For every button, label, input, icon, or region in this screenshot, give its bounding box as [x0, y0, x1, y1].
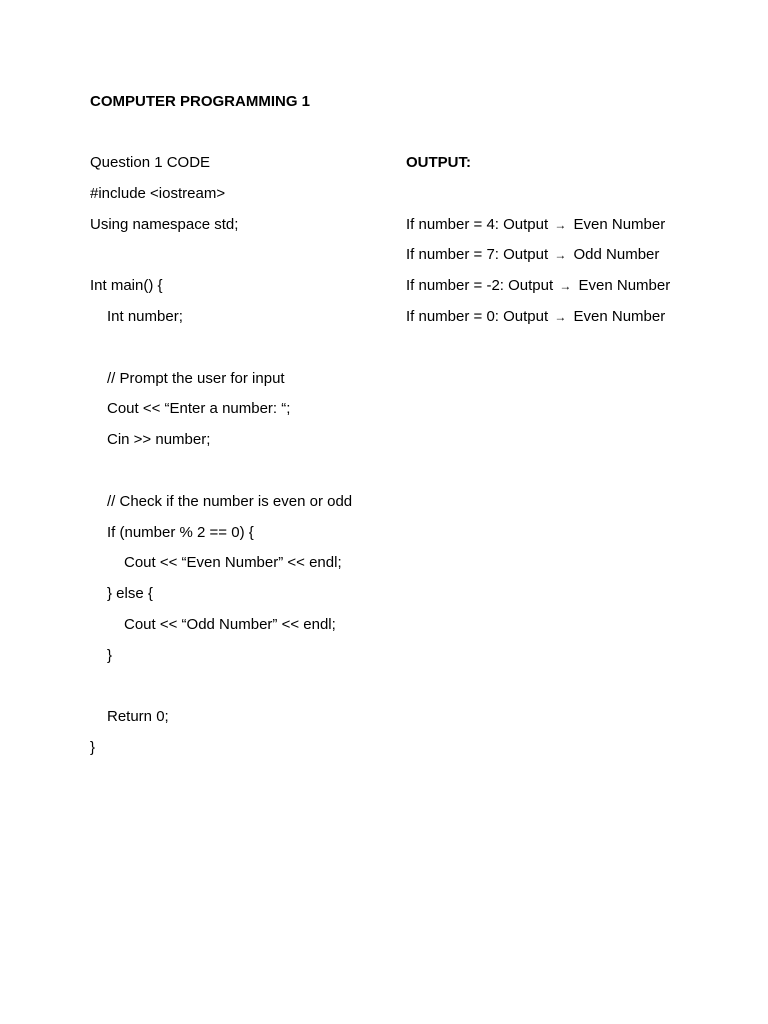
output-condition: If number = 7: Output	[406, 246, 549, 264]
output-line	[406, 307, 746, 338]
output-result: Even Number	[573, 307, 666, 325]
code-line: }	[90, 739, 96, 757]
output-condition: If number = 0: Output	[406, 307, 549, 325]
right-arrow-icon: →	[559, 279, 572, 294]
output-result: Even Number	[578, 277, 671, 295]
code-comment: // Check if the number is even or odd	[107, 492, 353, 510]
code-line: Cout << “Odd Number” << endl;	[124, 615, 336, 633]
code-line: Int main() {	[90, 277, 163, 295]
output-line	[406, 245, 746, 276]
code-line-blank	[90, 461, 390, 492]
code-heading: Question 1 CODE	[90, 154, 211, 171]
code-line-blank	[90, 338, 390, 369]
code-line: Cin >> number;	[107, 431, 211, 449]
code-section	[90, 153, 390, 769]
output-line	[406, 215, 746, 246]
code-line-blank	[90, 245, 390, 276]
code-line: Using namespace std;	[90, 215, 239, 233]
code-comment: // Prompt the user for input	[107, 369, 285, 387]
right-arrow-icon: →	[554, 217, 567, 232]
code-line: Return 0;	[107, 708, 169, 726]
code-line: Cout << “Enter a number: “;	[107, 400, 291, 418]
output-result: Even Number	[573, 215, 666, 233]
code-line: } else {	[107, 585, 153, 603]
right-arrow-icon: →	[554, 248, 567, 263]
output-condition: If number = 4: Output	[406, 215, 549, 233]
output-line	[406, 276, 746, 307]
code-line: Cout << “Even Number” << endl;	[124, 554, 342, 572]
code-line: }	[107, 646, 113, 664]
output-heading: OUTPUT:	[406, 154, 471, 171]
output-condition: If number = -2: Output	[406, 277, 554, 295]
code-line-blank	[90, 677, 390, 708]
code-line: #include <iostream>	[90, 184, 226, 202]
output-section	[406, 153, 746, 338]
output-spacer	[406, 184, 746, 215]
output-result: Odd Number	[573, 246, 660, 264]
code-line: If (number % 2 == 0) {	[107, 523, 254, 541]
code-line: Int number;	[107, 307, 183, 325]
right-arrow-icon: →	[554, 309, 567, 324]
document-title: COMPUTER PROGRAMMING 1	[90, 93, 311, 110]
